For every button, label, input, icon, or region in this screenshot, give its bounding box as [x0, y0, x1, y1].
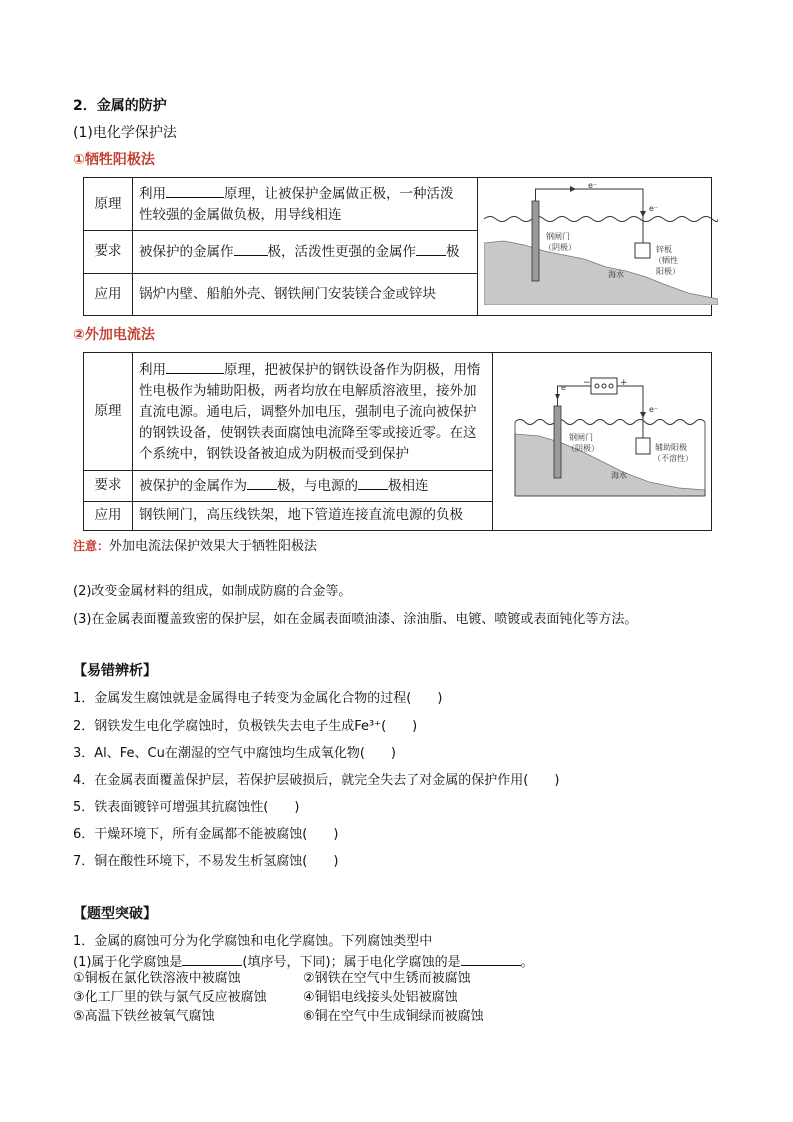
method1-table: [83, 177, 712, 316]
sub2-text: (2)改变金属材料的组成，如制成防腐的合金等。: [73, 584, 352, 599]
sea-surface: [484, 217, 718, 222]
label-e-right: e⁻: [649, 405, 659, 414]
m2-label-application: 应用: [84, 501, 133, 530]
steel-gate-2: [554, 406, 561, 478]
m2-principle: [133, 353, 493, 471]
note-text: 外加电流法保护效果大于牺牲阳极法: [109, 539, 318, 554]
sub3-text: (3)在金属表面覆盖致密的保护层，如在金属表面喷油漆、涂油脂、电镀、喷镀或表面钝化等方法。: [73, 612, 638, 627]
m1-blank-req1[interactable]: [234, 241, 268, 256]
label-gate-2: （阴极）: [544, 243, 576, 252]
electron-arrow-right: [640, 412, 646, 418]
seabed: [484, 241, 718, 305]
m2-label-requirement: 要求: [84, 471, 133, 501]
m2-blank-principle[interactable]: [166, 359, 224, 374]
method2-table: [83, 352, 712, 531]
m2-req-c: 极相连: [388, 477, 429, 494]
label-anode-2: （不溶性）: [653, 454, 693, 463]
easy-item-4: 4．在金属表面覆盖保护层，若保护层破损后，就完全失去了对金属的保护作用( ): [73, 773, 560, 788]
m2-principle-b: 原理，把被保护的钢铁设备作为阴极，用惰: [224, 361, 481, 378]
m2-principle-line2: 直流电源。通电后，调整外加电压，强制电子流向被保护: [139, 403, 477, 420]
m2-req-a: 被保护的金属作为: [139, 477, 247, 494]
question-title: 【题型突破】: [73, 906, 157, 922]
q1-stem: 1．金属的腐蚀可分为化学腐蚀和电化学腐蚀。下列腐蚀类型中: [73, 934, 433, 949]
q1-option-3: ③化工厂里的铁与氯气反应被腐蚀: [73, 990, 267, 1005]
label-plus: +: [620, 378, 628, 388]
method1-figure-cell: [478, 178, 712, 316]
q1-option-6: ⑥铜在空气中生成铜绿而被腐蚀: [303, 1009, 484, 1024]
m2-blank-req1[interactable]: [247, 475, 277, 490]
label-e-top: e⁻: [588, 181, 598, 190]
m2-application: 钢铁闸门，高压线铁架，地下管道连接直流电源的负极: [133, 501, 493, 530]
m1-principle: [133, 178, 478, 231]
m2-requirement: [133, 471, 493, 501]
label-minus: −: [583, 378, 591, 388]
m1-principle-b: 原理，让被保护金属做正极，一种活泼: [224, 185, 454, 202]
label-sea: 海水: [608, 270, 624, 279]
m1-label-principle: 原理: [84, 178, 133, 231]
q1-part1-c: 。: [520, 955, 534, 970]
m1-label-application: 应用: [84, 273, 133, 315]
m2-label-principle: 原理: [84, 353, 133, 471]
zinc-plate: [635, 243, 650, 258]
m2-principle-a: 利用: [139, 361, 166, 378]
m2-principle-line3: 的钢铁设备，使钢铁表面腐蚀电流降至零或接近零。在这: [139, 424, 477, 441]
easy-mistakes-title: 【易错辨析】: [73, 663, 157, 679]
m1-req-b: 极，活泼性更强的金属作: [267, 243, 416, 260]
m2-principle-line1: 性电极作为辅助阳极，两者均放在电解质溶液里，接外加: [139, 382, 477, 399]
method2-title: ②外加电流法: [73, 327, 155, 343]
label-gate-1: 钢闸门: [546, 232, 570, 241]
auxiliary-anode: [636, 438, 650, 454]
q1-option-1: ①铜板在氯化铁溶液中被腐蚀: [73, 971, 241, 986]
steel-gate: [532, 201, 539, 281]
m1-application: 锅炉内壁、船舶外壳、钢铁闸门安装镁合金或锌块: [133, 273, 478, 315]
subsection-electrochemical: (1)电化学保护法: [73, 125, 177, 141]
label-e-left: e⁻: [561, 383, 571, 392]
sacrificial-anode-diagram: [484, 181, 718, 305]
m1-requirement: [133, 231, 478, 273]
label-anode-1: 辅助阳极: [655, 443, 687, 452]
m1-principle-c: 性较强的金属做负极，用导线相连: [139, 206, 342, 223]
easy-item-7: 7．铜在酸性环境下，不易发生析氢腐蚀( ): [73, 854, 339, 869]
easy-item-5: 5．铁表面镀锌可增强其抗腐蚀性( ): [73, 800, 300, 815]
label-zinc-3: 阳极）: [656, 267, 680, 276]
m1-req-c: 极: [446, 243, 460, 260]
m2-principle-line4: 个系统中，钢铁设备被迫成为阴极而受到保护: [139, 445, 409, 462]
wire-right: [617, 386, 643, 438]
electron-arrow-side: [640, 211, 646, 217]
easy-item-6: 6．干燥环境下，所有金属都不能被腐蚀( ): [73, 827, 339, 842]
m1-label-requirement: 要求: [84, 231, 133, 273]
m2-req-b: 极，与电源的: [277, 477, 358, 494]
q1-part1-b: (填序号，下同)；属于电化学腐蚀的是: [242, 955, 461, 970]
label-e-side: e⁻: [649, 204, 659, 213]
method1-title: ①牺牲阳极法: [73, 152, 155, 168]
note: [73, 538, 317, 555]
m1-blank-principle[interactable]: [166, 183, 224, 198]
note-label: 注意：: [73, 539, 110, 553]
label-sea-2: 海水: [611, 471, 627, 480]
label-gate2-2: （阴极）: [567, 444, 599, 453]
label-zinc-2: （牺性: [654, 256, 678, 265]
label-gate2-1: 钢闸门: [569, 433, 593, 442]
q1-part1-a: (1)属于化学腐蚀是: [73, 955, 183, 970]
q1-part1: [73, 951, 534, 971]
m1-blank-req2[interactable]: [416, 241, 446, 256]
q1-option-2: ②钢铁在空气中生锈而被腐蚀: [303, 971, 471, 986]
easy-item-1: 1．金属发生腐蚀就是金属得电子转变为金属化合物的过程( ): [73, 691, 443, 706]
m1-req-a: 被保护的金属作: [139, 243, 234, 260]
q1-option-5: ⑤高温下铁丝被氧气腐蚀: [73, 1009, 215, 1024]
easy-item-3: 3．Al、Fe、Cu在潮湿的空气中腐蚀均生成氧化物( ): [73, 746, 397, 761]
method2-figure-cell: [493, 353, 712, 531]
impressed-current-diagram: [499, 356, 718, 520]
section-title: 2．金属的防护: [73, 98, 167, 114]
q1-blank-chemical[interactable]: [182, 951, 242, 966]
electron-arrow-top: [570, 186, 576, 192]
m2-blank-req2[interactable]: [358, 475, 388, 490]
electron-arrow-left: [555, 394, 560, 400]
m1-principle-a: 利用: [139, 185, 166, 202]
easy-item-2: 2．钢铁发生电化学腐蚀时，负极铁失去电子生成Fe³⁺( ): [73, 719, 418, 734]
q1-blank-electrochemical[interactable]: [461, 951, 521, 966]
sea-surface-2: [515, 420, 705, 425]
q1-option-4: ④铜铝电线接头处铝被腐蚀: [303, 990, 458, 1005]
label-zinc-1: 锌板: [656, 245, 672, 254]
